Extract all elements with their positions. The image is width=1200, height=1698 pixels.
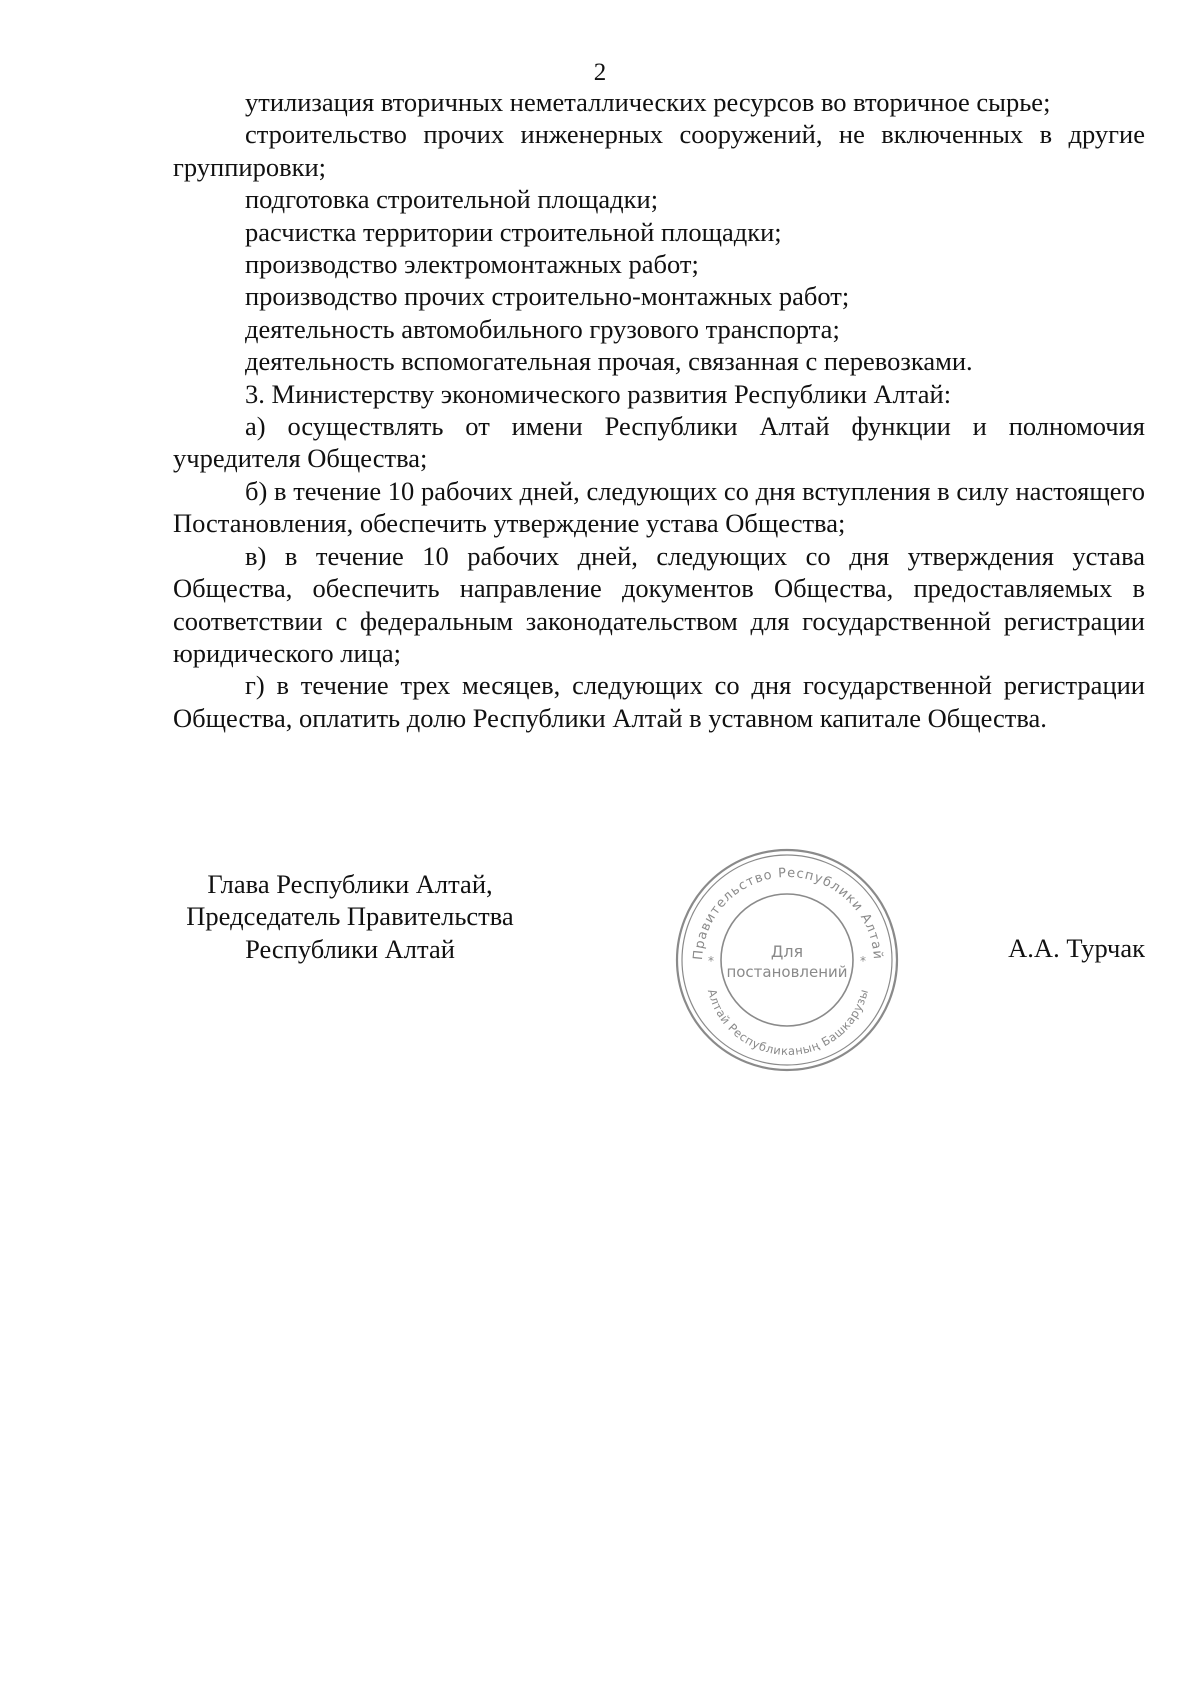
paragraph: 3. Министерству экономического развития Республики Алтай: bbox=[245, 378, 952, 409]
signature-title bbox=[170, 868, 530, 965]
paragraph: деятельность автомобильного грузового транспорта; bbox=[245, 313, 840, 344]
paragraph: производство электромонтажных работ; bbox=[245, 249, 699, 280]
signature-title-line: Республики Алтай bbox=[245, 933, 455, 964]
page-number: 2 bbox=[593, 59, 607, 86]
paragraph: производство прочих строительно-монтажных работ; bbox=[245, 281, 850, 312]
paragraph: б) в течение 10 рабочих дней, следующих со дня вступления в силу настоящего Постановления, обеспечить утверждение устава Общества; bbox=[173, 475, 1145, 539]
signature-title-line: Глава Республики Алтай, bbox=[207, 869, 493, 899]
stamp-ring-text-top: Правительство Республики Алтай bbox=[690, 865, 886, 961]
signature-title-line: Председатель Правительства bbox=[186, 901, 514, 932]
paragraph: подготовка строительной площадки; bbox=[245, 184, 659, 215]
svg-text:*: * bbox=[860, 954, 866, 968]
paragraph: расчистка территории строительной площадки; bbox=[245, 216, 782, 247]
stamp-center-line-1: Для bbox=[770, 942, 804, 961]
stamp-center-line-2: постановлений bbox=[726, 963, 848, 981]
paragraph: деятельность вспомогательная прочая, связанная с перевозками. bbox=[245, 346, 973, 377]
paragraph: утилизация вторичных неметаллических ресурсов во вторичное сырье; bbox=[245, 87, 1051, 117]
stamp-seal bbox=[672, 845, 902, 1075]
paragraph: в) в течение 10 рабочих дней, следующих со дня утверждения устава Общества, обеспечить направление документов Общества, предоставляемых в соответствии с федеральным законодательством для государственной регистрации юридического лица; bbox=[173, 540, 1145, 668]
paragraph: а) осуществлять от имени Республики Алтай функции и полномочия учредителя Общества; bbox=[173, 411, 1145, 474]
paragraph: г) в течение трех месяцев, следующих со дня государственной регистрации Общества, оплатить долю Республики Алтай в уставном капитале Общества. bbox=[173, 670, 1145, 733]
svg-text:*: * bbox=[708, 954, 714, 968]
stamp-ring-text-bottom: Алтай Республиканың Башкарузы bbox=[704, 987, 872, 1059]
signature-name: А.А. Турчак bbox=[1008, 933, 1145, 963]
paragraph: строительство прочих инженерных сооружений, не включенных в другие группировки; bbox=[173, 119, 1145, 182]
document-body bbox=[173, 86, 1145, 734]
